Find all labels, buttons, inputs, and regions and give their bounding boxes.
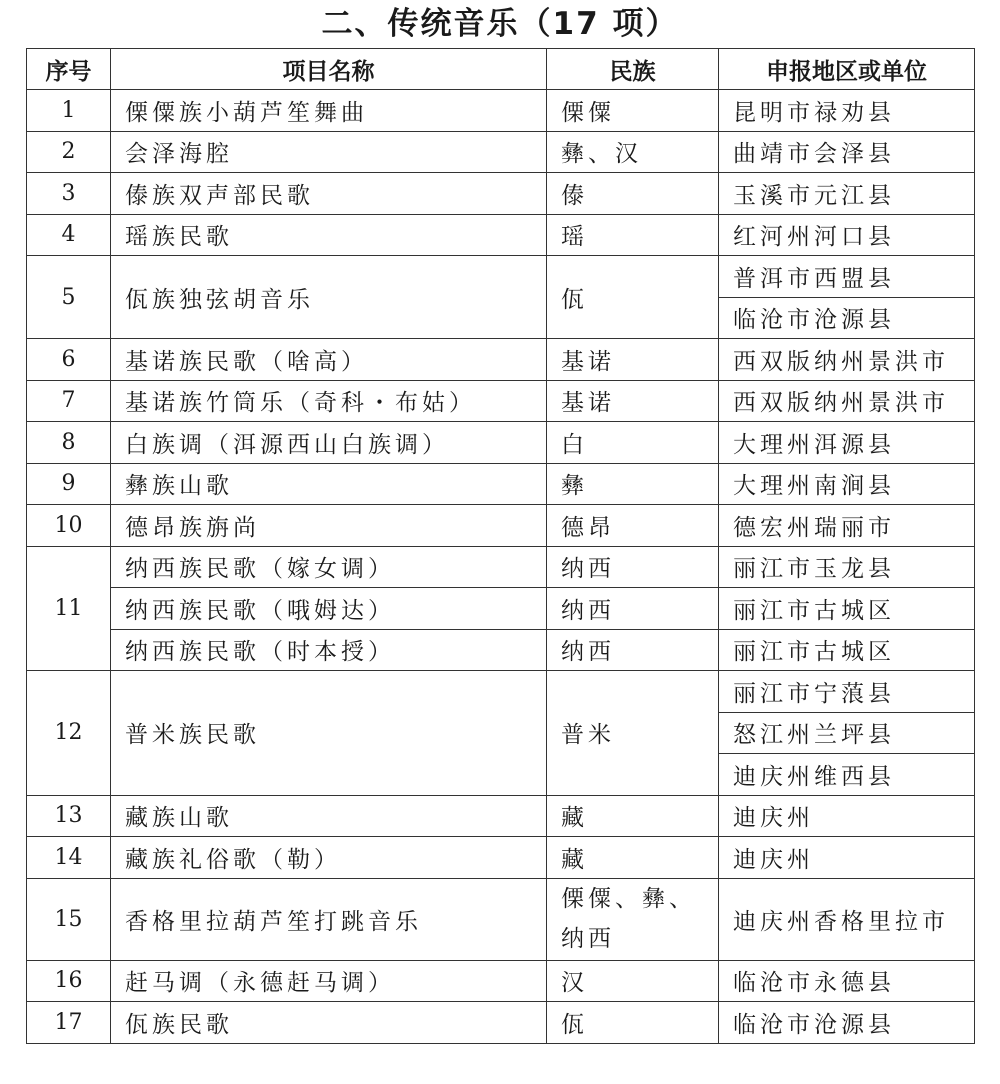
table-row: [27, 339, 975, 381]
region: 迪庆州: [719, 837, 975, 879]
table-row: [27, 1002, 975, 1044]
table-row: [27, 960, 975, 1002]
project-name: 白族调（洱源西山白族调）: [111, 422, 547, 464]
table-row: [27, 173, 975, 215]
project-name: 基诺族竹筒乐（奇科・布姑）: [111, 380, 547, 422]
row-index: 12: [27, 671, 111, 796]
region: 临沧市沧源县: [719, 1002, 975, 1044]
region: 丽江市宁蒗县: [719, 671, 975, 713]
project-name: 德昂族旃尚: [111, 505, 547, 547]
row-index: 14: [27, 837, 111, 879]
header-ethnic-group: 民族: [547, 49, 719, 90]
ethnic-group: 汉: [547, 960, 719, 1002]
ethnic-group: 藏: [547, 795, 719, 837]
ethnic-group: 基诺: [547, 339, 719, 381]
region: 迪庆州香格里拉市: [719, 878, 975, 960]
table-row: [27, 380, 975, 422]
ethnic-group: 基诺: [547, 380, 719, 422]
project-name: 普米族民歌: [111, 671, 547, 796]
project-name: 佤族独弦胡音乐: [111, 256, 547, 339]
region: 临沧市沧源县: [719, 297, 975, 339]
table-row: [27, 256, 975, 298]
region: 西双版纳州景洪市: [719, 380, 975, 422]
ethnic-group: 普米: [547, 671, 719, 796]
row-index: 17: [27, 1002, 111, 1044]
region: 曲靖市会泽县: [719, 131, 975, 173]
table-row: [27, 214, 975, 256]
row-index: 9: [27, 463, 111, 505]
header-project-name: 项目名称: [111, 49, 547, 90]
project-name: 纳西族民歌（时本授）: [111, 629, 547, 671]
region: 怒江州兰坪县: [719, 712, 975, 754]
region: 临沧市永德县: [719, 960, 975, 1002]
ethnic-group: 德昂: [547, 505, 719, 547]
ethnic-group: 傣: [547, 173, 719, 215]
row-index: 2: [27, 131, 111, 173]
region: 普洱市西盟县: [719, 256, 975, 298]
row-index: 3: [27, 173, 111, 215]
row-index: 10: [27, 505, 111, 547]
ethnic-group: 纳西: [547, 588, 719, 630]
project-name: 瑶族民歌: [111, 214, 547, 256]
table-body: [27, 90, 975, 1044]
region: 迪庆州: [719, 795, 975, 837]
project-name: 香格里拉葫芦笙打跳音乐: [111, 878, 547, 960]
region: 丽江市古城区: [719, 588, 975, 630]
header-region: 申报地区或单位: [719, 49, 975, 90]
ethnic-group: 彝、汉: [547, 131, 719, 173]
region: 昆明市禄劝县: [719, 90, 975, 132]
row-index: 4: [27, 214, 111, 256]
region: 玉溪市元江县: [719, 173, 975, 215]
region: 德宏州瑞丽市: [719, 505, 975, 547]
row-index: 1: [27, 90, 111, 132]
ethnic-group: 瑶: [547, 214, 719, 256]
project-name: 赶马调（永德赶马调）: [111, 960, 547, 1002]
row-index: 16: [27, 960, 111, 1002]
region: 红河州河口县: [719, 214, 975, 256]
project-name: 基诺族民歌（啥高）: [111, 339, 547, 381]
row-index: 5: [27, 256, 111, 339]
project-name: 彝族山歌: [111, 463, 547, 505]
row-index: 6: [27, 339, 111, 381]
region: 大理州南涧县: [719, 463, 975, 505]
region: 迪庆州维西县: [719, 754, 975, 796]
table-row: [27, 671, 975, 713]
ethnic-group: 佤: [547, 1002, 719, 1044]
project-name: 纳西族民歌（嫁女调）: [111, 546, 547, 588]
table-row: [27, 629, 975, 671]
row-index: 15: [27, 878, 111, 960]
row-index: 7: [27, 380, 111, 422]
project-name: 藏族山歌: [111, 795, 547, 837]
table-row: [27, 878, 975, 960]
row-index: 8: [27, 422, 111, 464]
row-index: 13: [27, 795, 111, 837]
project-name: 佤族民歌: [111, 1002, 547, 1044]
project-name: 藏族礼俗歌（勒）: [111, 837, 547, 879]
project-name: 傣族双声部民歌: [111, 173, 547, 215]
table-row: [27, 463, 975, 505]
header-index: 序号: [27, 49, 111, 90]
project-name: 会泽海腔: [111, 131, 547, 173]
ethnic-group: 彝: [547, 463, 719, 505]
table-row: [27, 422, 975, 464]
project-name: 纳西族民歌（哦姆达）: [111, 588, 547, 630]
table-row: [27, 795, 975, 837]
region: 西双版纳州景洪市: [719, 339, 975, 381]
table-row: [27, 90, 975, 132]
page-title: 二、传统音乐（17 项）: [321, 6, 679, 42]
region: 丽江市玉龙县: [719, 546, 975, 588]
ethnic-group: 白: [547, 422, 719, 464]
ethnic-group: 藏: [547, 837, 719, 879]
table-row: [27, 588, 975, 630]
table-row: [27, 837, 975, 879]
ethnic-group: 傈僳: [547, 90, 719, 132]
ethnic-group: 傈僳、彝、纳西: [547, 878, 719, 960]
ethnic-group: 佤: [547, 256, 719, 339]
region: 大理州洱源县: [719, 422, 975, 464]
table-row: [27, 546, 975, 588]
region: 丽江市古城区: [719, 629, 975, 671]
project-name: 傈僳族小葫芦笙舞曲: [111, 90, 547, 132]
table-header-row: [27, 49, 975, 90]
heritage-table: [26, 48, 975, 1044]
ethnic-group: 纳西: [547, 546, 719, 588]
table-row: [27, 131, 975, 173]
table-row: [27, 505, 975, 547]
ethnic-group: 纳西: [547, 629, 719, 671]
row-index: 11: [27, 546, 111, 671]
